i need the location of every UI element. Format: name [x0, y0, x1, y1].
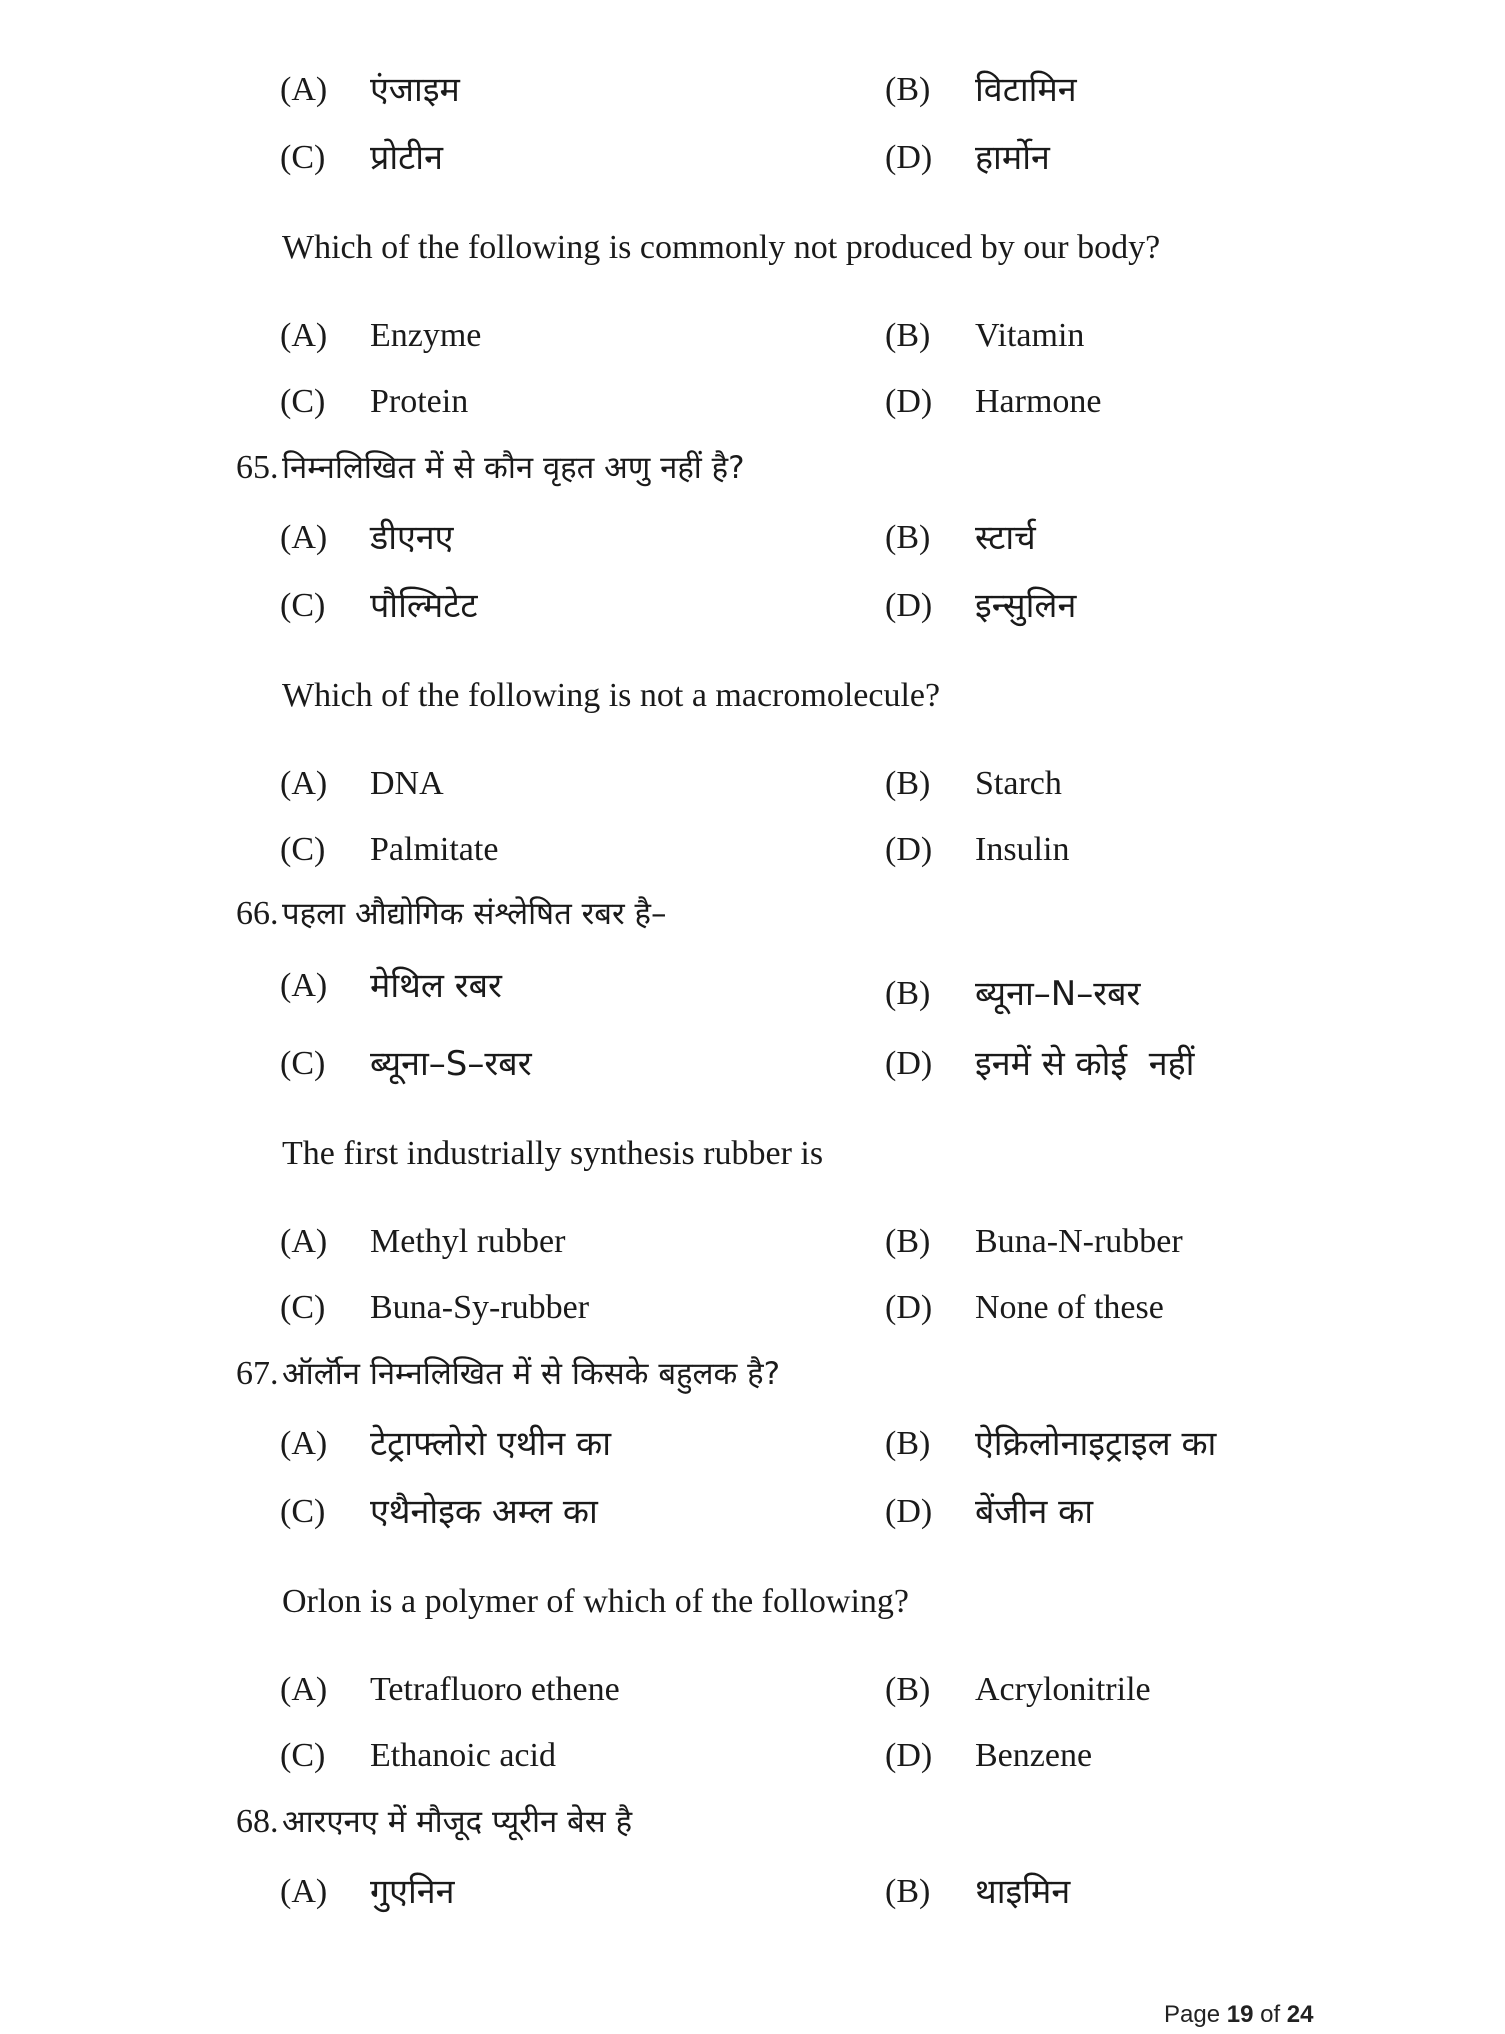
q65-hi-option-c-text: पौल्मिटेट — [370, 586, 478, 626]
q67-number: 67. — [236, 1355, 279, 1392]
q64-en-option-c-text: Protein — [370, 383, 469, 420]
q65-hi-question: निम्नलिखित में से कौन वृहत अणु नहीं है? — [282, 450, 745, 486]
q66-number: 66. — [236, 895, 279, 932]
q67-en-option-c-text: Ethanoic acid — [370, 1737, 556, 1774]
q67-hi-option-a-label: (A) — [280, 1425, 328, 1462]
q68-hi-option-b-label: (B) — [885, 1873, 931, 1910]
q65-number: 65. — [236, 449, 279, 486]
q65-hi-option-a-text: डीएनए — [370, 518, 454, 558]
q67-en-option-d-text: Benzene — [975, 1737, 1093, 1774]
q64-en-option-c-label: (C) — [280, 383, 326, 420]
q66-hi-option-c-text: ब्यूना–S–रबर — [370, 1044, 532, 1084]
q66-hi-option-a-label: (A) — [280, 967, 328, 1004]
q65-hi-option-b-label: (B) — [885, 519, 931, 556]
q68-hi-question: आरएनए में मौजूद प्यूरीन बेस है — [282, 1804, 633, 1840]
q66-en-option-c-text: Buna-Sy-rubber — [370, 1289, 590, 1326]
q65-en-option-c-text: Palmitate — [370, 831, 499, 868]
q64-en-option-b-label: (B) — [885, 317, 931, 354]
q66-hi-option-b-text: ब्यूना–N–रबर — [975, 974, 1141, 1014]
q64-hi-option-a-label: (A) — [280, 71, 328, 108]
q67-en-question: Orlon is a polymer of which of the following? — [282, 1583, 909, 1620]
q64-en-option-a-text: Enzyme — [370, 317, 482, 354]
q65-en-question: Which of the following is not a macromolecule? — [282, 677, 941, 714]
q65-hi-option-d-label: (D) — [885, 587, 933, 624]
q68-number: 68. — [236, 1803, 279, 1840]
q67-en-option-b-label: (B) — [885, 1671, 931, 1708]
q64-en-option-a-label: (A) — [280, 317, 328, 354]
q64-hi-option-d-label: (D) — [885, 139, 933, 176]
q64-en-option-b-text: Vitamin — [975, 317, 1085, 354]
q64-hi-option-d-text: हार्मोन — [975, 138, 1050, 178]
q64-hi-option-c-text: प्रोटीन — [370, 138, 443, 178]
q65-en-option-c-label: (C) — [280, 831, 326, 868]
q65-hi-option-b-text: स्टार्च — [975, 518, 1036, 558]
q66-hi-option-d-label: (D) — [885, 1045, 933, 1082]
q67-en-option-a-label: (A) — [280, 1671, 328, 1708]
q68-hi-option-a-label: (A) — [280, 1873, 328, 1910]
q65-hi-option-c-label: (C) — [280, 587, 326, 624]
q66-en-option-a-label: (A) — [280, 1223, 328, 1260]
q67-hi-option-b-label: (B) — [885, 1425, 931, 1462]
q66-en-option-b-label: (B) — [885, 1223, 931, 1260]
q64-hi-option-b-label: (B) — [885, 71, 931, 108]
q66-hi-option-d-text: इनमें से कोई नहीं — [975, 1044, 1195, 1084]
q66-en-option-c-label: (C) — [280, 1289, 326, 1326]
q66-hi-option-a-text: मेथिल रबर — [370, 966, 502, 1006]
q65-en-option-a-text: DNA — [370, 765, 444, 802]
q67-hi-option-d-text: बेंजीन का — [975, 1492, 1094, 1532]
q68-hi-option-a-text: गुएनिन — [370, 1872, 455, 1912]
q65-en-option-b-label: (B) — [885, 765, 931, 802]
footer-of-word: of — [1260, 2001, 1281, 2028]
q64-hi-option-b-text: विटामिन — [975, 70, 1077, 110]
q67-hi-question: ऑर्लॉन निम्नलिखित में से किसके बहुलक है? — [282, 1356, 781, 1392]
footer-page-number: 19 — [1226, 2001, 1254, 2028]
q67-hi-option-c-label: (C) — [280, 1493, 326, 1530]
q65-en-option-d-label: (D) — [885, 831, 933, 868]
q67-hi-option-b-text: ऐक्रिलोनाइट्राइल का — [975, 1424, 1217, 1464]
footer-total-pages: 24 — [1286, 2001, 1314, 2028]
q65-hi-option-a-label: (A) — [280, 519, 328, 556]
q64-hi-option-c-label: (C) — [280, 139, 326, 176]
q64-hi-option-a-text: एंजाइम — [370, 70, 460, 110]
q66-en-question: The first industrially synthesis rubber is — [282, 1135, 824, 1172]
q67-en-option-a-text: Tetrafluoro ethene — [370, 1671, 620, 1708]
q65-en-option-b-text: Starch — [975, 765, 1062, 802]
q68-hi-option-b-text: थाइमिन — [975, 1872, 1071, 1912]
q67-hi-option-c-text: एथैनोइक अम्ल का — [370, 1492, 598, 1532]
q65-hi-option-d-text: इन्सुलिन — [975, 586, 1077, 626]
q66-en-option-d-text: None of these — [975, 1289, 1164, 1326]
q67-hi-option-a-text: टेट्राफ्लोरो एथीन का — [370, 1424, 612, 1464]
q66-hi-option-c-label: (C) — [280, 1045, 326, 1082]
q67-en-option-b-text: Acrylonitrile — [975, 1671, 1151, 1708]
q66-en-option-b-text: Buna-N-rubber — [975, 1223, 1183, 1260]
q67-en-option-d-label: (D) — [885, 1737, 933, 1774]
q66-hi-option-b-label: (B) — [885, 975, 931, 1012]
q64-en-option-d-text: Harmone — [975, 383, 1102, 420]
q66-hi-question: पहला औद्योगिक संश्लेषित रबर है– — [282, 896, 667, 932]
q65-en-option-d-text: Insulin — [975, 831, 1070, 868]
q67-hi-option-d-label: (D) — [885, 1493, 933, 1530]
q67-en-option-c-label: (C) — [280, 1737, 326, 1774]
footer-page-word: Page — [1164, 2001, 1221, 2028]
q66-en-option-d-label: (D) — [885, 1289, 933, 1326]
q64-en-option-d-label: (D) — [885, 383, 933, 420]
q65-en-option-a-label: (A) — [280, 765, 328, 802]
page-footer — [1164, 2000, 1314, 2030]
q66-en-option-a-text: Methyl rubber — [370, 1223, 566, 1260]
q64-en-question: Which of the following is commonly not produced by our body? — [282, 229, 1161, 266]
